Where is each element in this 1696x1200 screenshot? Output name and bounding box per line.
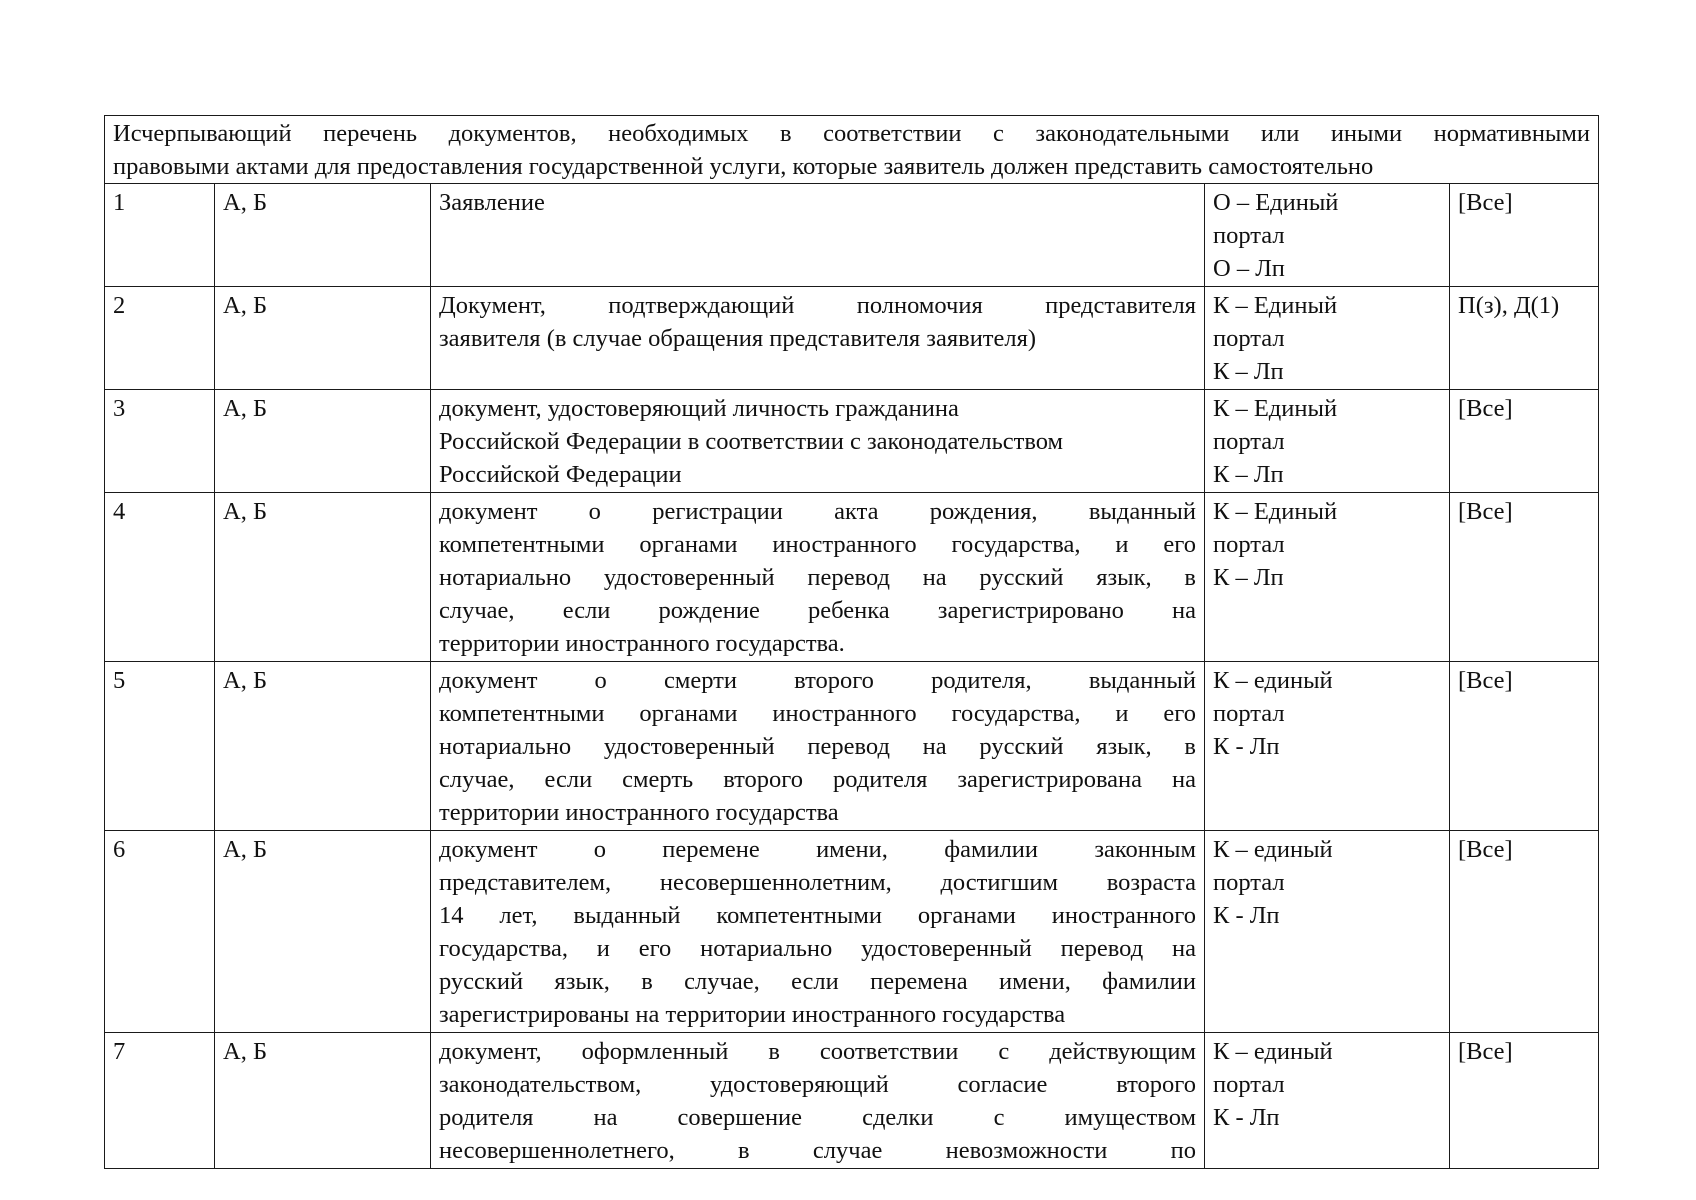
documents-table	[104, 115, 1599, 1169]
document-description-line: случае, если рождение ребенка зарегистрировано на	[439, 597, 1196, 624]
document-description-line: документ, удостоверяющий личность гражданина	[439, 395, 959, 422]
document-description-line: документ о регистрации акта рождения, выданный	[439, 498, 1196, 525]
document-description-line: 14 лет, выданный компетентными органами иностранного	[439, 902, 1196, 929]
document-description-line: территории иностранного государства	[439, 799, 839, 826]
submission-channel-cell	[1205, 493, 1450, 662]
submission-channel-line: портал	[1213, 325, 1285, 352]
submission-channel-cell	[1205, 184, 1450, 287]
document-description-cell	[431, 287, 1205, 390]
submission-channel-line: портал	[1213, 869, 1285, 896]
applicant-category-cell: А, Б	[215, 662, 431, 831]
table-row	[105, 390, 1599, 493]
submission-channel-line: К – Лп	[1213, 358, 1284, 385]
row-number-cell: 6	[105, 831, 215, 1033]
document-description-line: Российской Федерации	[439, 461, 682, 488]
scope-cell: [Все]	[1450, 184, 1599, 287]
submission-channel-cell	[1205, 662, 1450, 831]
submission-channel-line: портал	[1213, 1071, 1285, 1098]
applicant-category-cell: А, Б	[215, 1033, 431, 1169]
table-row	[105, 662, 1599, 831]
submission-channel-line: О – Лп	[1213, 255, 1285, 282]
document-description-line: Российской Федерации в соответствии с законодательством	[439, 428, 1064, 455]
row-number-cell: 3	[105, 390, 215, 493]
submission-channel-cell	[1205, 831, 1450, 1033]
submission-channel-line: К – единый	[1213, 1038, 1333, 1065]
document-description-line: компетентными органами иностранного государства, и его	[439, 531, 1196, 558]
document-page	[104, 115, 1598, 1169]
submission-channel-cell	[1205, 287, 1450, 390]
submission-channel-line: К - Лп	[1213, 733, 1280, 760]
scope-cell: [Все]	[1450, 390, 1599, 493]
document-description-line: родителя на совершение сделки с имуществом	[439, 1104, 1196, 1131]
submission-channel-line: К – Единый	[1213, 292, 1338, 319]
submission-channel-line: портал	[1213, 531, 1285, 558]
table-row	[105, 493, 1599, 662]
row-number-cell: 2	[105, 287, 215, 390]
document-description-line: представителем, несовершеннолетним, достигшим возраста	[439, 869, 1196, 896]
document-description-line: документ о смерти второго родителя, выданный	[439, 667, 1196, 694]
submission-channel-cell	[1205, 1033, 1450, 1169]
submission-channel-line: портал	[1213, 222, 1285, 249]
document-description-line: Документ, подтверждающий полномочия представителя	[439, 292, 1196, 319]
document-description-cell	[431, 390, 1205, 493]
submission-channel-line: К - Лп	[1213, 1104, 1280, 1131]
document-description-line: несовершеннолетнего, в случае невозможности по	[439, 1137, 1196, 1164]
document-description-cell	[431, 493, 1205, 662]
scope-cell: П(з), Д(1)	[1450, 287, 1599, 390]
document-description-line: русский язык, в случае, если перемена имени, фамилии	[439, 968, 1196, 995]
header-line: правовыми актами для предоставления государственной услуги, которые заявитель должен представить самостоятельно	[113, 153, 1374, 180]
submission-channel-line: К – единый	[1213, 836, 1333, 863]
document-description-cell	[431, 662, 1205, 831]
document-description-line: документ, оформленный в соответствии с действующим	[439, 1038, 1196, 1065]
header-line: Исчерпывающий перечень документов, необходимых в соответствии с законодательными или иными нормативными	[113, 120, 1591, 147]
document-description-line: нотариально удостоверенный перевод на русский язык, в	[439, 733, 1196, 760]
row-number-cell: 4	[105, 493, 215, 662]
document-description-line: компетентными органами иностранного государства, и его	[439, 700, 1196, 727]
applicant-category-cell: А, Б	[215, 493, 431, 662]
submission-channel-line: К – Единый	[1213, 498, 1338, 525]
document-description-line: законодательством, удостоверяющий согласие второго	[439, 1071, 1196, 1098]
document-description-line: заявителя (в случае обращения представителя заявителя)	[439, 325, 1037, 352]
submission-channel-line: К – единый	[1213, 667, 1333, 694]
applicant-category-cell: А, Б	[215, 184, 431, 287]
scope-cell: [Все]	[1450, 662, 1599, 831]
table-row	[105, 184, 1599, 287]
document-description-cell	[431, 1033, 1205, 1169]
submission-channel-line: К – Лп	[1213, 564, 1284, 591]
scope-cell: [Все]	[1450, 493, 1599, 662]
table-row	[105, 831, 1599, 1033]
row-number-cell: 1	[105, 184, 215, 287]
applicant-category-cell: А, Б	[215, 831, 431, 1033]
table-row	[105, 287, 1599, 390]
submission-channel-cell	[1205, 390, 1450, 493]
submission-channel-line: О – Единый	[1213, 189, 1339, 216]
applicant-category-cell: А, Б	[215, 287, 431, 390]
document-description-line: документ о перемене имени, фамилии законным	[439, 836, 1196, 863]
document-description-cell	[431, 184, 1205, 287]
submission-channel-line: портал	[1213, 700, 1285, 727]
document-description-line: территории иностранного государства.	[439, 630, 845, 657]
row-number-cell: 5	[105, 662, 215, 831]
submission-channel-line: К – Лп	[1213, 461, 1284, 488]
document-description-line: государства, и его нотариально удостоверенный перевод на	[439, 935, 1196, 962]
row-number-cell: 7	[105, 1033, 215, 1169]
applicant-category-cell: А, Б	[215, 390, 431, 493]
scope-cell: [Все]	[1450, 831, 1599, 1033]
document-description-line: нотариально удостоверенный перевод на русский язык, в	[439, 564, 1196, 591]
submission-channel-line: К – Единый	[1213, 395, 1338, 422]
table-header-cell	[105, 116, 1599, 184]
submission-channel-line: портал	[1213, 428, 1285, 455]
document-description-cell	[431, 831, 1205, 1033]
document-description-line: Заявление	[439, 189, 545, 216]
submission-channel-line: К - Лп	[1213, 902, 1280, 929]
scope-cell: [Все]	[1450, 1033, 1599, 1169]
document-description-line: случае, если смерть второго родителя зарегистрирована на	[439, 766, 1196, 793]
table-row	[105, 1033, 1599, 1169]
table-header-row	[105, 116, 1599, 184]
document-description-line: зарегистрированы на территории иностранного государства	[439, 1001, 1066, 1028]
